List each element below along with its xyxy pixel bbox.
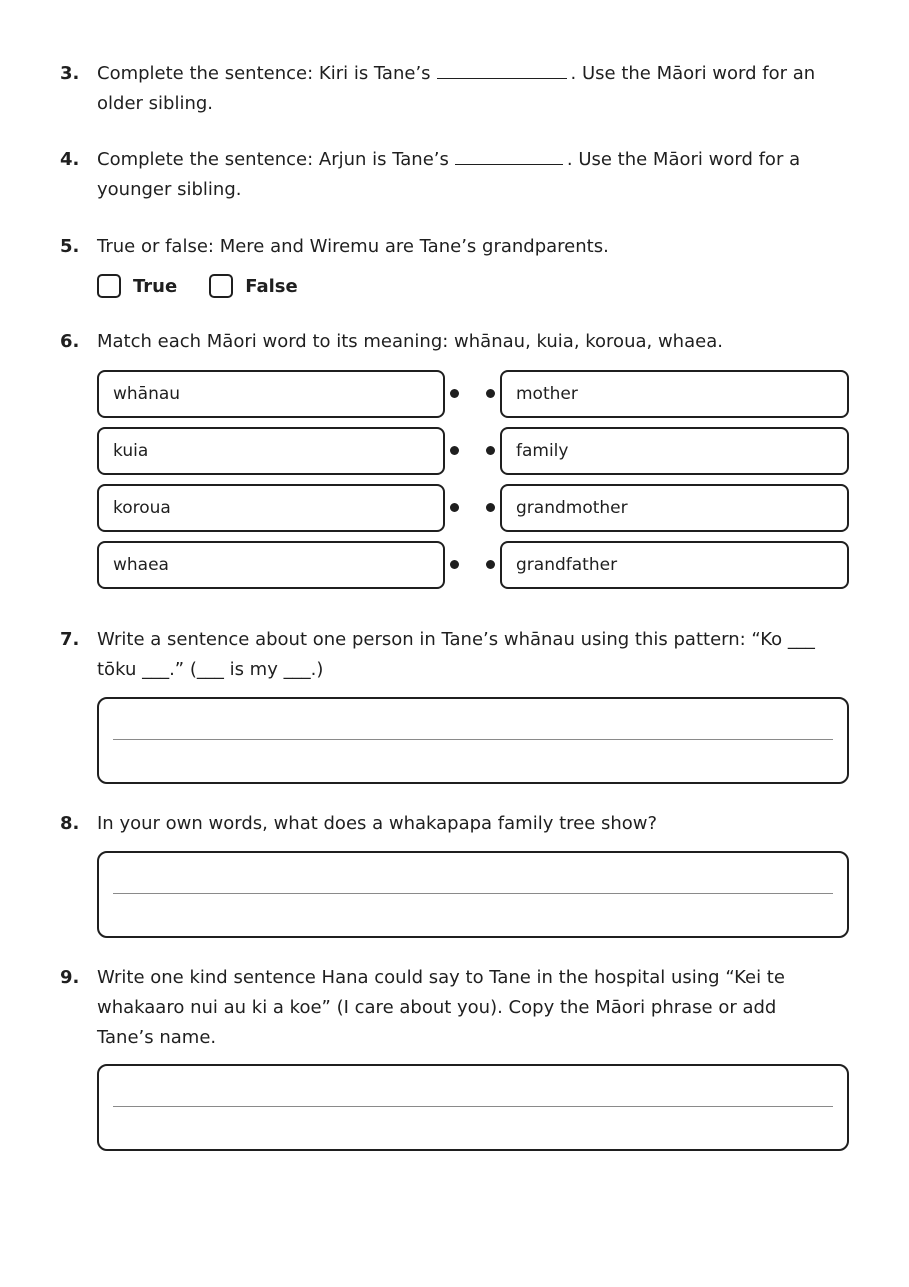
match-dot-left[interactable] — [450, 560, 459, 569]
match-dot-left[interactable] — [450, 389, 459, 398]
question-8 — [60, 809, 850, 939]
question-text-end: . Use the Māori word for an older sibling. — [97, 63, 816, 114]
answer-box[interactable] — [97, 851, 849, 938]
match-word-box[interactable]: whānau — [97, 370, 445, 418]
question-text: Match each Māori word to its meaning: whānau, kuia, koroua, whaea. — [97, 331, 723, 352]
match-meaning-box[interactable]: family — [500, 427, 849, 475]
match-word-box[interactable]: whaea — [97, 541, 445, 589]
question-number: 9. — [60, 967, 80, 988]
question-number: 6. — [60, 331, 80, 352]
match-dot-right[interactable] — [486, 560, 495, 569]
match-row — [97, 427, 849, 475]
match-dot-right[interactable] — [486, 446, 495, 455]
question-7 — [60, 625, 850, 785]
question-text — [97, 59, 837, 119]
match-meaning-box[interactable]: grandfather — [500, 541, 849, 589]
match-meaning-box[interactable]: mother — [500, 370, 849, 418]
match-meaning-box[interactable]: grandmother — [500, 484, 849, 532]
match-dot-left[interactable] — [450, 503, 459, 512]
true-checkbox[interactable] — [97, 274, 121, 298]
false-option[interactable] — [209, 274, 297, 298]
fill-in-blank[interactable] — [437, 60, 567, 79]
match-row — [97, 541, 849, 589]
false-label: False — [245, 275, 298, 297]
answer-box[interactable] — [97, 697, 849, 784]
answer-box[interactable] — [97, 1064, 849, 1151]
match-dot-right[interactable] — [486, 503, 495, 512]
writing-line — [113, 739, 833, 740]
question-text-start: Complete the sentence: Arjun is Tane’s — [97, 149, 449, 170]
question-text-end: . Use the Māori word for a younger sibling. — [97, 149, 801, 200]
match-dot-left[interactable] — [450, 446, 459, 455]
match-dot-right[interactable] — [486, 389, 495, 398]
match-row — [97, 370, 849, 418]
question-text-start: Complete the sentence: Kiri is Tane’s — [97, 63, 431, 84]
question-9 — [60, 963, 850, 1153]
question-number: 7. — [60, 629, 80, 650]
match-row — [97, 484, 849, 532]
question-text: Write one kind sentence Hana could say to Tane in the hospital using “Kei te whakaaro nui au ki a koe” (I care about you). Copy the Māori phrase or add Tane’s name. — [97, 967, 785, 1048]
question-text: In your own words, what does a whakapapa family tree show? — [97, 813, 658, 834]
question-number: 3. — [60, 63, 80, 84]
question-3 — [60, 59, 850, 119]
question-6 — [60, 327, 850, 597]
true-false-options — [97, 274, 330, 298]
question-text: Write a sentence about one person in Tane’s whānau using this pattern: “Ko ___ tōku ___.” (___ is my ___.) — [97, 629, 815, 680]
question-number: 8. — [60, 813, 80, 834]
question-4 — [60, 145, 850, 205]
true-option[interactable] — [97, 274, 177, 298]
writing-line — [113, 1106, 833, 1107]
match-word-box[interactable]: koroua — [97, 484, 445, 532]
fill-in-blank[interactable] — [455, 146, 563, 165]
writing-line — [113, 893, 833, 894]
question-number: 4. — [60, 149, 80, 170]
question-number: 5. — [60, 236, 80, 257]
question-text — [97, 145, 837, 205]
false-checkbox[interactable] — [209, 274, 233, 298]
question-text: True or false: Mere and Wiremu are Tane’s grandparents. — [97, 236, 609, 257]
question-5 — [60, 232, 850, 297]
true-label: True — [133, 275, 178, 297]
match-word-box[interactable]: kuia — [97, 427, 445, 475]
